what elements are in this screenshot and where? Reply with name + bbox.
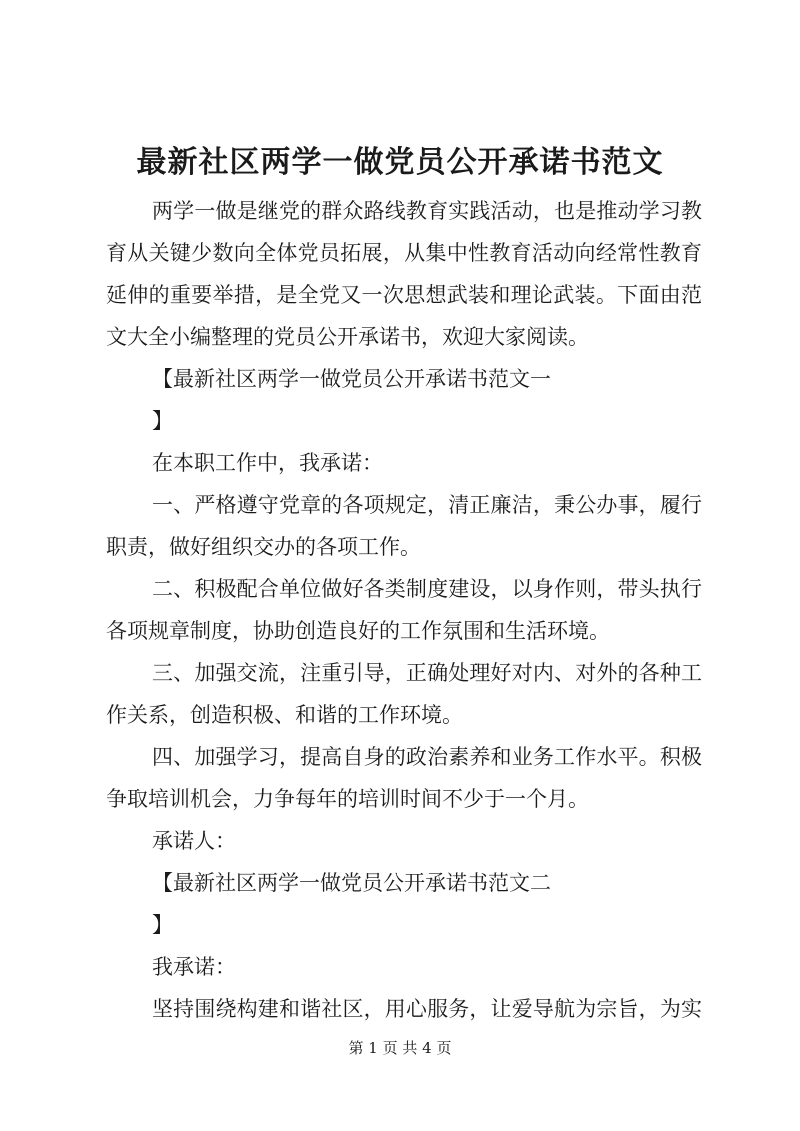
paragraph-line: 四、加强学习，提高自身的政治素养和业务工作水平。积极: [152, 745, 702, 769]
paragraph-line: 承诺人：: [152, 829, 236, 853]
paragraph-line: 二、积极配合单位做好各类制度建设，以身作则，带头执行: [152, 577, 702, 601]
section-heading-line: 【最新社区两学一做党员公开承诺书范文一: [152, 367, 551, 391]
paragraph-line: 职责，做好组织交办的各项工作。: [106, 535, 421, 559]
paragraph-line: 坚持围绕构建和谐社区，用心服务，让爱导航为宗旨，为实: [152, 997, 702, 1021]
document-title: 最新社区两学一做党员公开承诺书范文: [136, 145, 664, 180]
paragraph-line: 育从关键少数向全体党员拓展，从集中性教育活动向经常性教育: [106, 241, 702, 265]
page-number-footer: 第 1 页 共 4 页: [348, 1039, 452, 1057]
paragraph-line: 在本职工作中，我承诺：: [152, 451, 383, 475]
paragraph-line: 两学一做是继党的群众路线教育实践活动，也是推动学习教: [152, 199, 702, 223]
document-body: [106, 190, 702, 1030]
paragraph-line: 一、严格遵守党章的各项规定，清正廉洁，秉公办事，履行: [152, 493, 702, 517]
paragraph-line: 作关系，创造积极、和谐的工作环境。: [106, 703, 463, 727]
paragraph-line: 我承诺：: [152, 955, 236, 979]
section-heading-line: 】: [152, 913, 173, 937]
paragraph-line: 文大全小编整理的党员公开承诺书，欢迎大家阅读。: [106, 325, 589, 349]
paragraph-line: 各项规章制度，协助创造良好的工作氛围和生活环境。: [106, 619, 610, 643]
paragraph-line: 延伸的重要举措，是全党又一次思想武装和理论武装。下面由范: [106, 283, 702, 307]
section-heading-line: 】: [152, 409, 173, 433]
paragraph-line: 三、加强交流，注重引导，正确处理好对内、对外的各种工: [152, 661, 702, 685]
paragraph-line: 争取培训机会，力争每年的培训时间不少于一个月。: [106, 787, 589, 811]
section-heading-line: 【最新社区两学一做党员公开承诺书范文二: [152, 871, 551, 895]
